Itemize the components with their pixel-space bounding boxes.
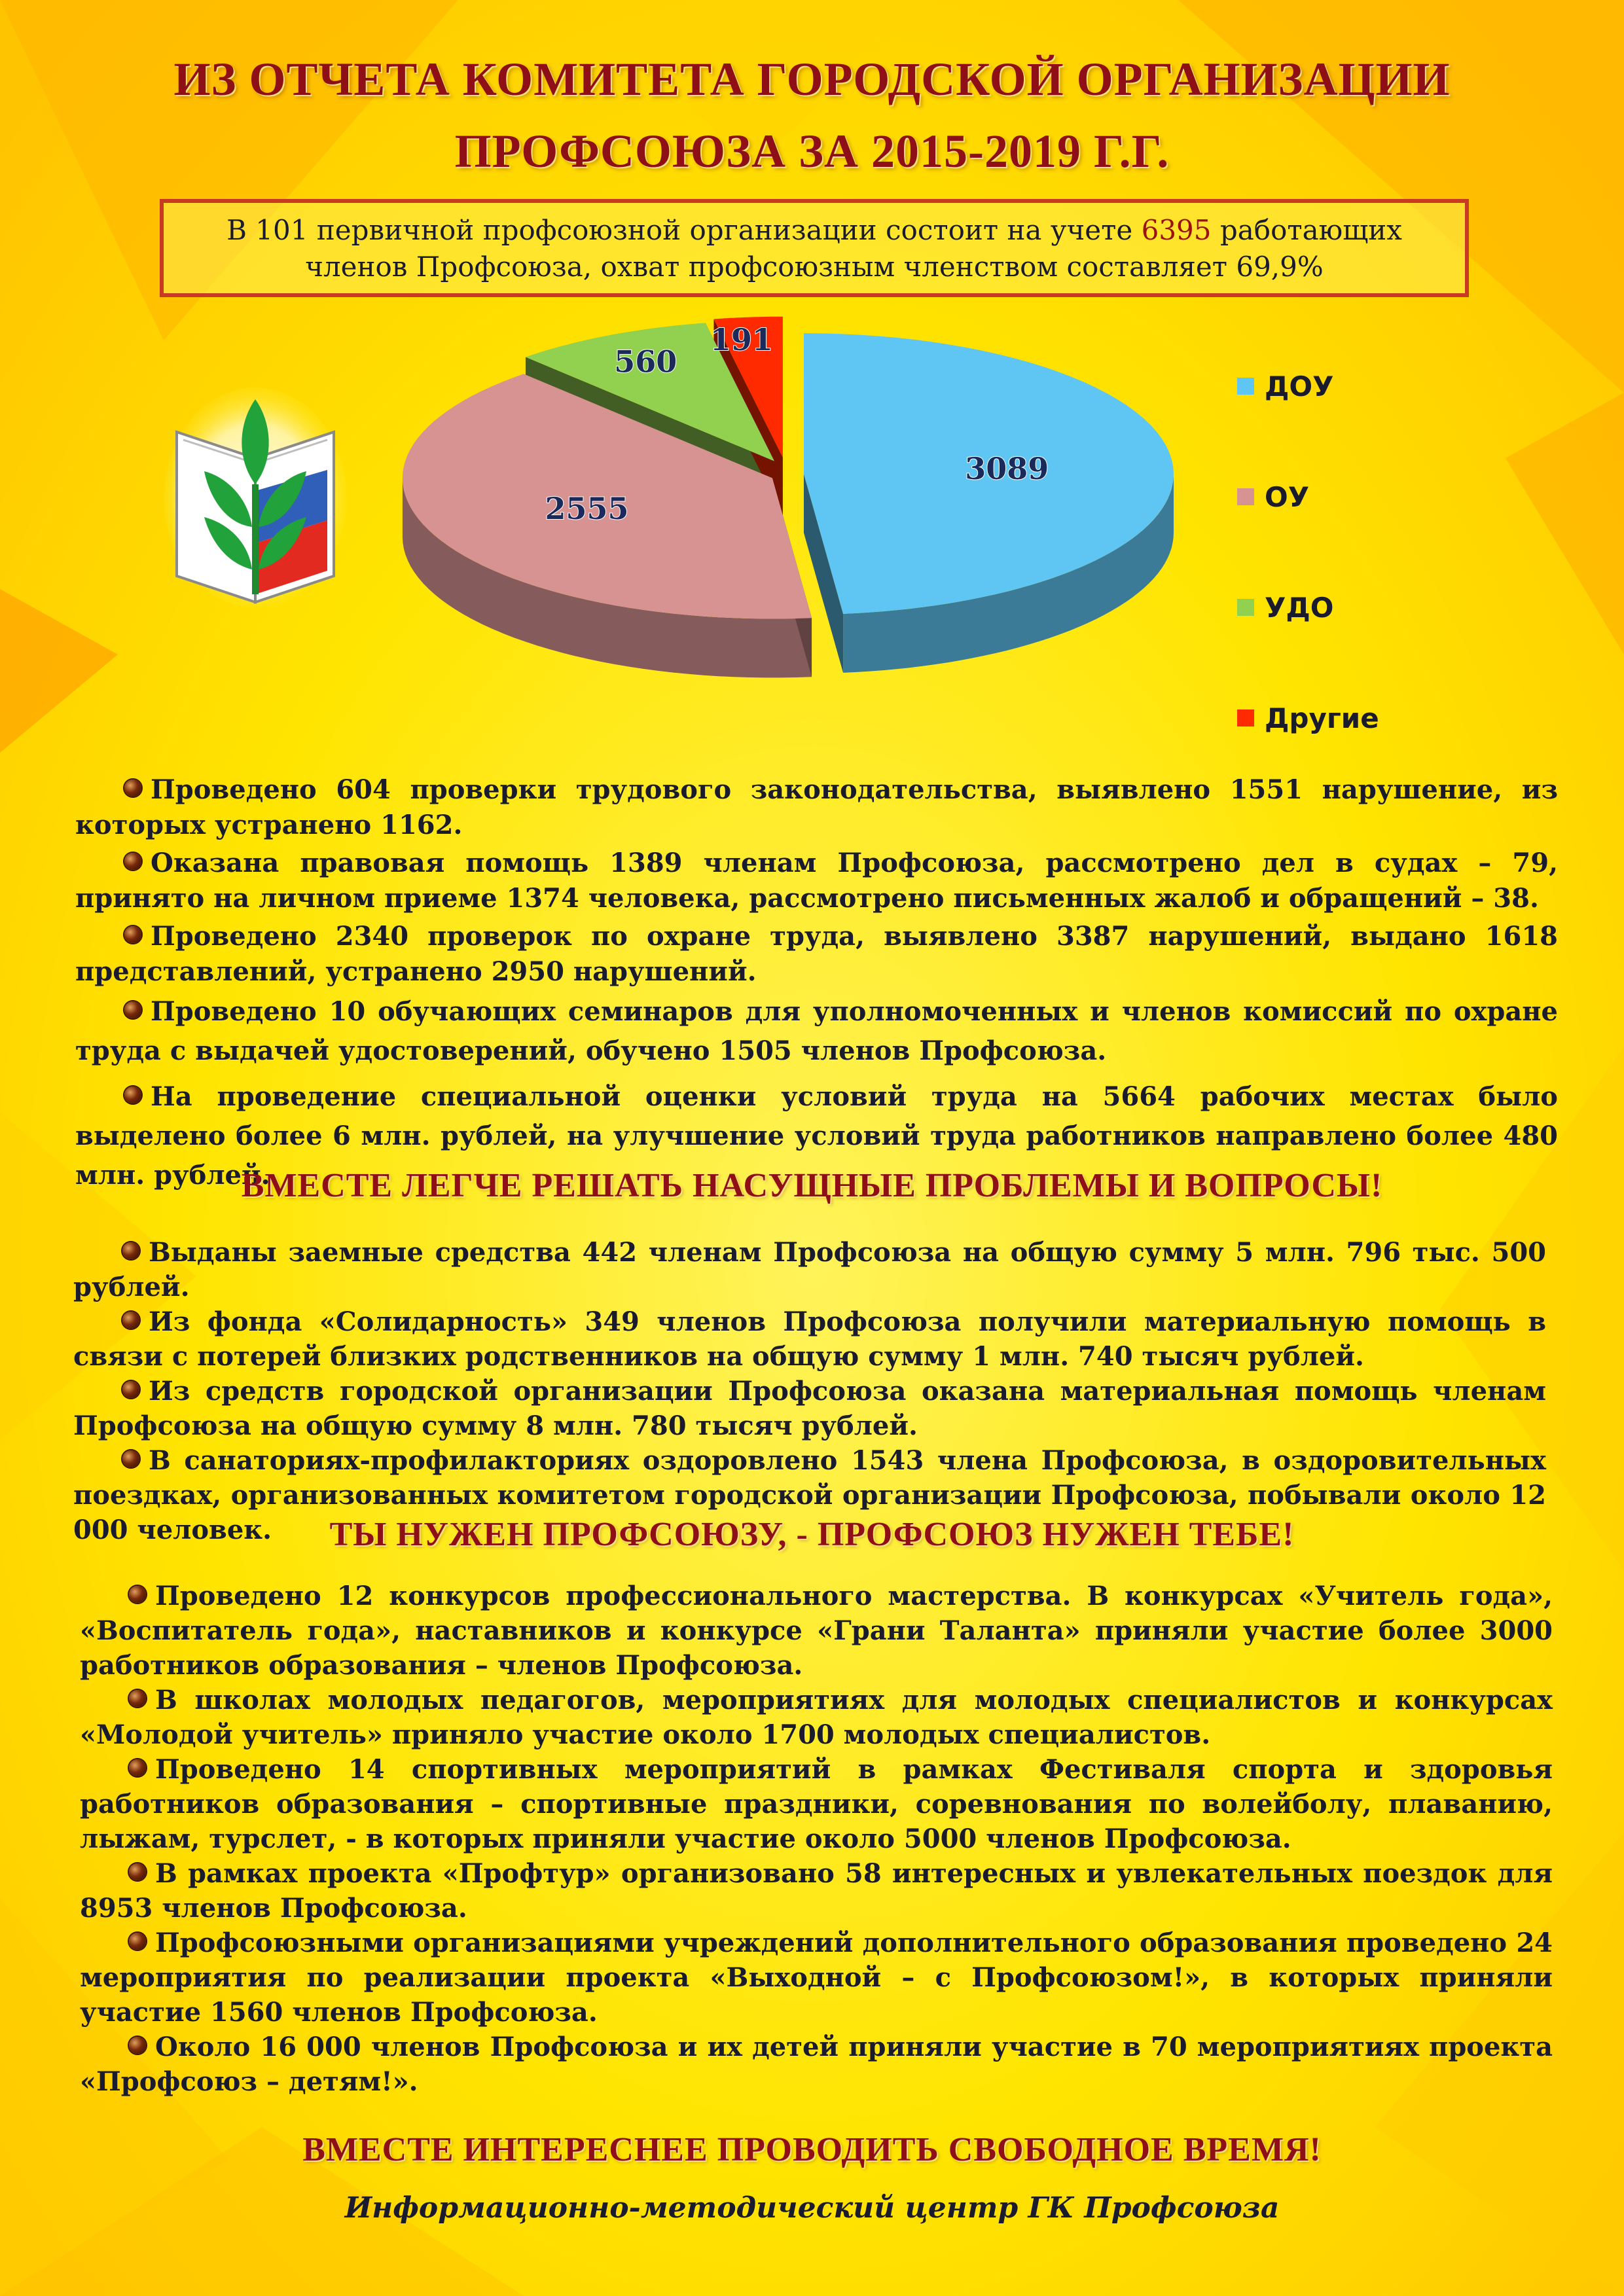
stat-text-after: работающих <box>1211 214 1402 246</box>
legend-item-other <box>1237 698 1379 738</box>
legend-item-ou <box>1237 477 1379 516</box>
legend-swatch <box>1237 488 1254 505</box>
page-title-line1: ИЗ ОТЧЕТА КОМИТЕТА ГОРОДСКОЙ ОРГАНИЗАЦИИ <box>173 53 1451 105</box>
chart-legend <box>1237 367 1379 809</box>
section-heading-free-time: ВМЕСТЕ ИНТЕРЕСНЕЕ ПРОВОДИТЬ СВОБОДНОЕ ВРЕМЯ! <box>302 2131 1322 2168</box>
pie-value-label-other: 191 <box>710 322 773 357</box>
brown-ball-bullet-icon <box>122 1312 139 1329</box>
brown-ball-bullet-icon <box>129 1586 146 1603</box>
list-item: На проведение специальной оценки условий труда на 5664 рабочих местах было выделено более 6 млн. рублей, на улучшение условий труда работников направлено более 480 млн. рублей. <box>75 1081 1558 1191</box>
legend-swatch <box>1237 599 1254 616</box>
membership-pie-chart <box>393 308 1178 779</box>
list-item: Около 16 000 членов Профсоюза и их детей приняли участие в 70 мероприятиях проекта «Профсоюз – детям!». <box>80 2032 1553 2097</box>
legend-item-udo <box>1237 588 1379 627</box>
brown-ball-bullet-icon <box>122 1242 139 1259</box>
legend-swatch <box>1237 378 1254 395</box>
brown-ball-bullet-icon <box>124 1086 141 1103</box>
list-item: Проведено 12 конкурсов профессионального мастерства. В конкурсах «Учитель года», «Воспитатель года», наставников и конкурсе «Грани Таланта» приняли участие более 3000 работников образования – членов Профсоюза. <box>80 1581 1553 1681</box>
legend-item-dou <box>1237 367 1379 406</box>
section-events <box>80 1579 1553 2099</box>
legend-label: УДО <box>1265 591 1334 624</box>
list-item: В школах молодых педагогов, мероприятиях для молодых специалистов и конкурсах «Молодой учитель» приняло участие около 1700 молодых специалистов. <box>80 1685 1553 1750</box>
brown-ball-bullet-icon <box>129 1933 146 1950</box>
brown-ball-bullet-icon <box>124 1001 141 1018</box>
stat-text-before: В 101 первичной профсоюзной организации состоит на учете <box>226 214 1142 246</box>
pie-value-label-ou: 2555 <box>545 490 629 526</box>
list-item: В санаториях-профилакториях оздоровлено 1543 члена Профсоюза, в оздоровительных поездках, организованных комитетом городской организации Профсоюза, побывали около 12 000 человек. <box>73 1445 1546 1545</box>
membership-stat-box <box>160 199 1469 297</box>
legend-swatch <box>1237 709 1254 726</box>
list-item: В рамках проекта «Профтур» организовано 58 интересных и увлекательных поездок для 8953 членов Профсоюза. <box>80 1858 1553 1924</box>
brown-ball-bullet-icon <box>124 780 141 797</box>
footer-credit: Информационно-методический центр ГК Профсоюза <box>344 2191 1280 2225</box>
pie-value-label-dou: 3089 <box>965 450 1049 486</box>
pie-value-label-udo: 560 <box>614 344 677 380</box>
list-item: Профсоюзными организациями учреждений дополнительного образования проведено 24 мероприятия по реализации проекта «Выходной – с Профсоюзом!», в которых приняли участие 1560 членов Профсоюза. <box>80 1928 1553 2028</box>
list-item: Оказана правовая помощь 1389 членам Профсоюза, рассмотрено дел в судах – 79, принято на личном приеме 1374 человека, рассмотрено письменных жалоб и обращений – 38. <box>75 848 1558 914</box>
page-title-line2: ПРОФСОЮЗА ЗА 2015-2019 Г.Г. <box>454 125 1170 177</box>
brown-ball-bullet-icon <box>122 1381 139 1398</box>
legend-label: ДОУ <box>1265 370 1334 403</box>
brown-ball-bullet-icon <box>129 1690 146 1707</box>
section-legal-protection <box>75 772 1558 1195</box>
list-item: Из средств городской организации Профсоюза оказана материальная помощь членам Профсоюза на общую сумму 8 млн. 780 тысяч рублей. <box>73 1376 1546 1441</box>
brown-ball-bullet-icon <box>122 1450 139 1467</box>
legend-label: ОУ <box>1265 480 1310 513</box>
list-item: Выданы заемные средства 442 членам Профсоюза на общую сумму 5 млн. 796 тыс. 500 рублей. <box>73 1237 1546 1302</box>
brown-ball-bullet-icon <box>124 853 141 870</box>
section-financial-support <box>73 1235 1546 1547</box>
stat-text-line2: членов Профсоюза, охват профсоюзным членством составляет 69,9% <box>305 251 1324 283</box>
brown-ball-bullet-icon <box>129 2037 146 2054</box>
brown-ball-bullet-icon <box>129 1863 146 1880</box>
section-heading-together: ВМЕСТЕ ЛЕГЧЕ РЕШАТЬ НАСУЩНЫЕ ПРОБЛЕМЫ И ВОПРОСЫ! <box>241 1167 1383 1204</box>
list-item: Проведено 14 спортивных мероприятий в рамках Фестиваля спорта и здоровья работников образования – спортивные праздники, соревнования по волейболу, плаванию, лыжам, турслет, - в которых приняли участие около 5000 членов Профсоюза. <box>80 1754 1553 1854</box>
list-item: Проведено 604 проверки трудового законодательства, выявлено 1551 нарушение, из которых устранено 1162. <box>75 774 1558 840</box>
brown-ball-bullet-icon <box>124 926 141 943</box>
stat-member-count: 6395 <box>1141 214 1212 246</box>
list-item: Из фонда «Солидарность» 349 членов Профсоюза получили материальную помощь в связи с потерей близких родственников на общую сумму 1 млн. 740 тысяч рублей. <box>73 1306 1546 1372</box>
profsoyuz-book-logo-icon <box>164 386 347 609</box>
brown-ball-bullet-icon <box>129 1759 146 1776</box>
section-heading-you-need: ТЫ НУЖЕН ПРОФСОЮЗУ, - ПРОФСОЮЗ НУЖЕН ТЕБЕ! <box>329 1516 1295 1553</box>
legend-label: Другие <box>1265 702 1379 734</box>
list-item: Проведено 10 обучающих семинаров для уполномоченных и членов комиссий по охране труда с выдачей удостоверений, обучено 1505 членов Профсоюза. <box>75 996 1558 1066</box>
list-item: Проведено 2340 проверок по охране труда, выявлено 3387 нарушений, выдано 1618 представлений, устранено 2950 нарушений. <box>75 921 1558 987</box>
